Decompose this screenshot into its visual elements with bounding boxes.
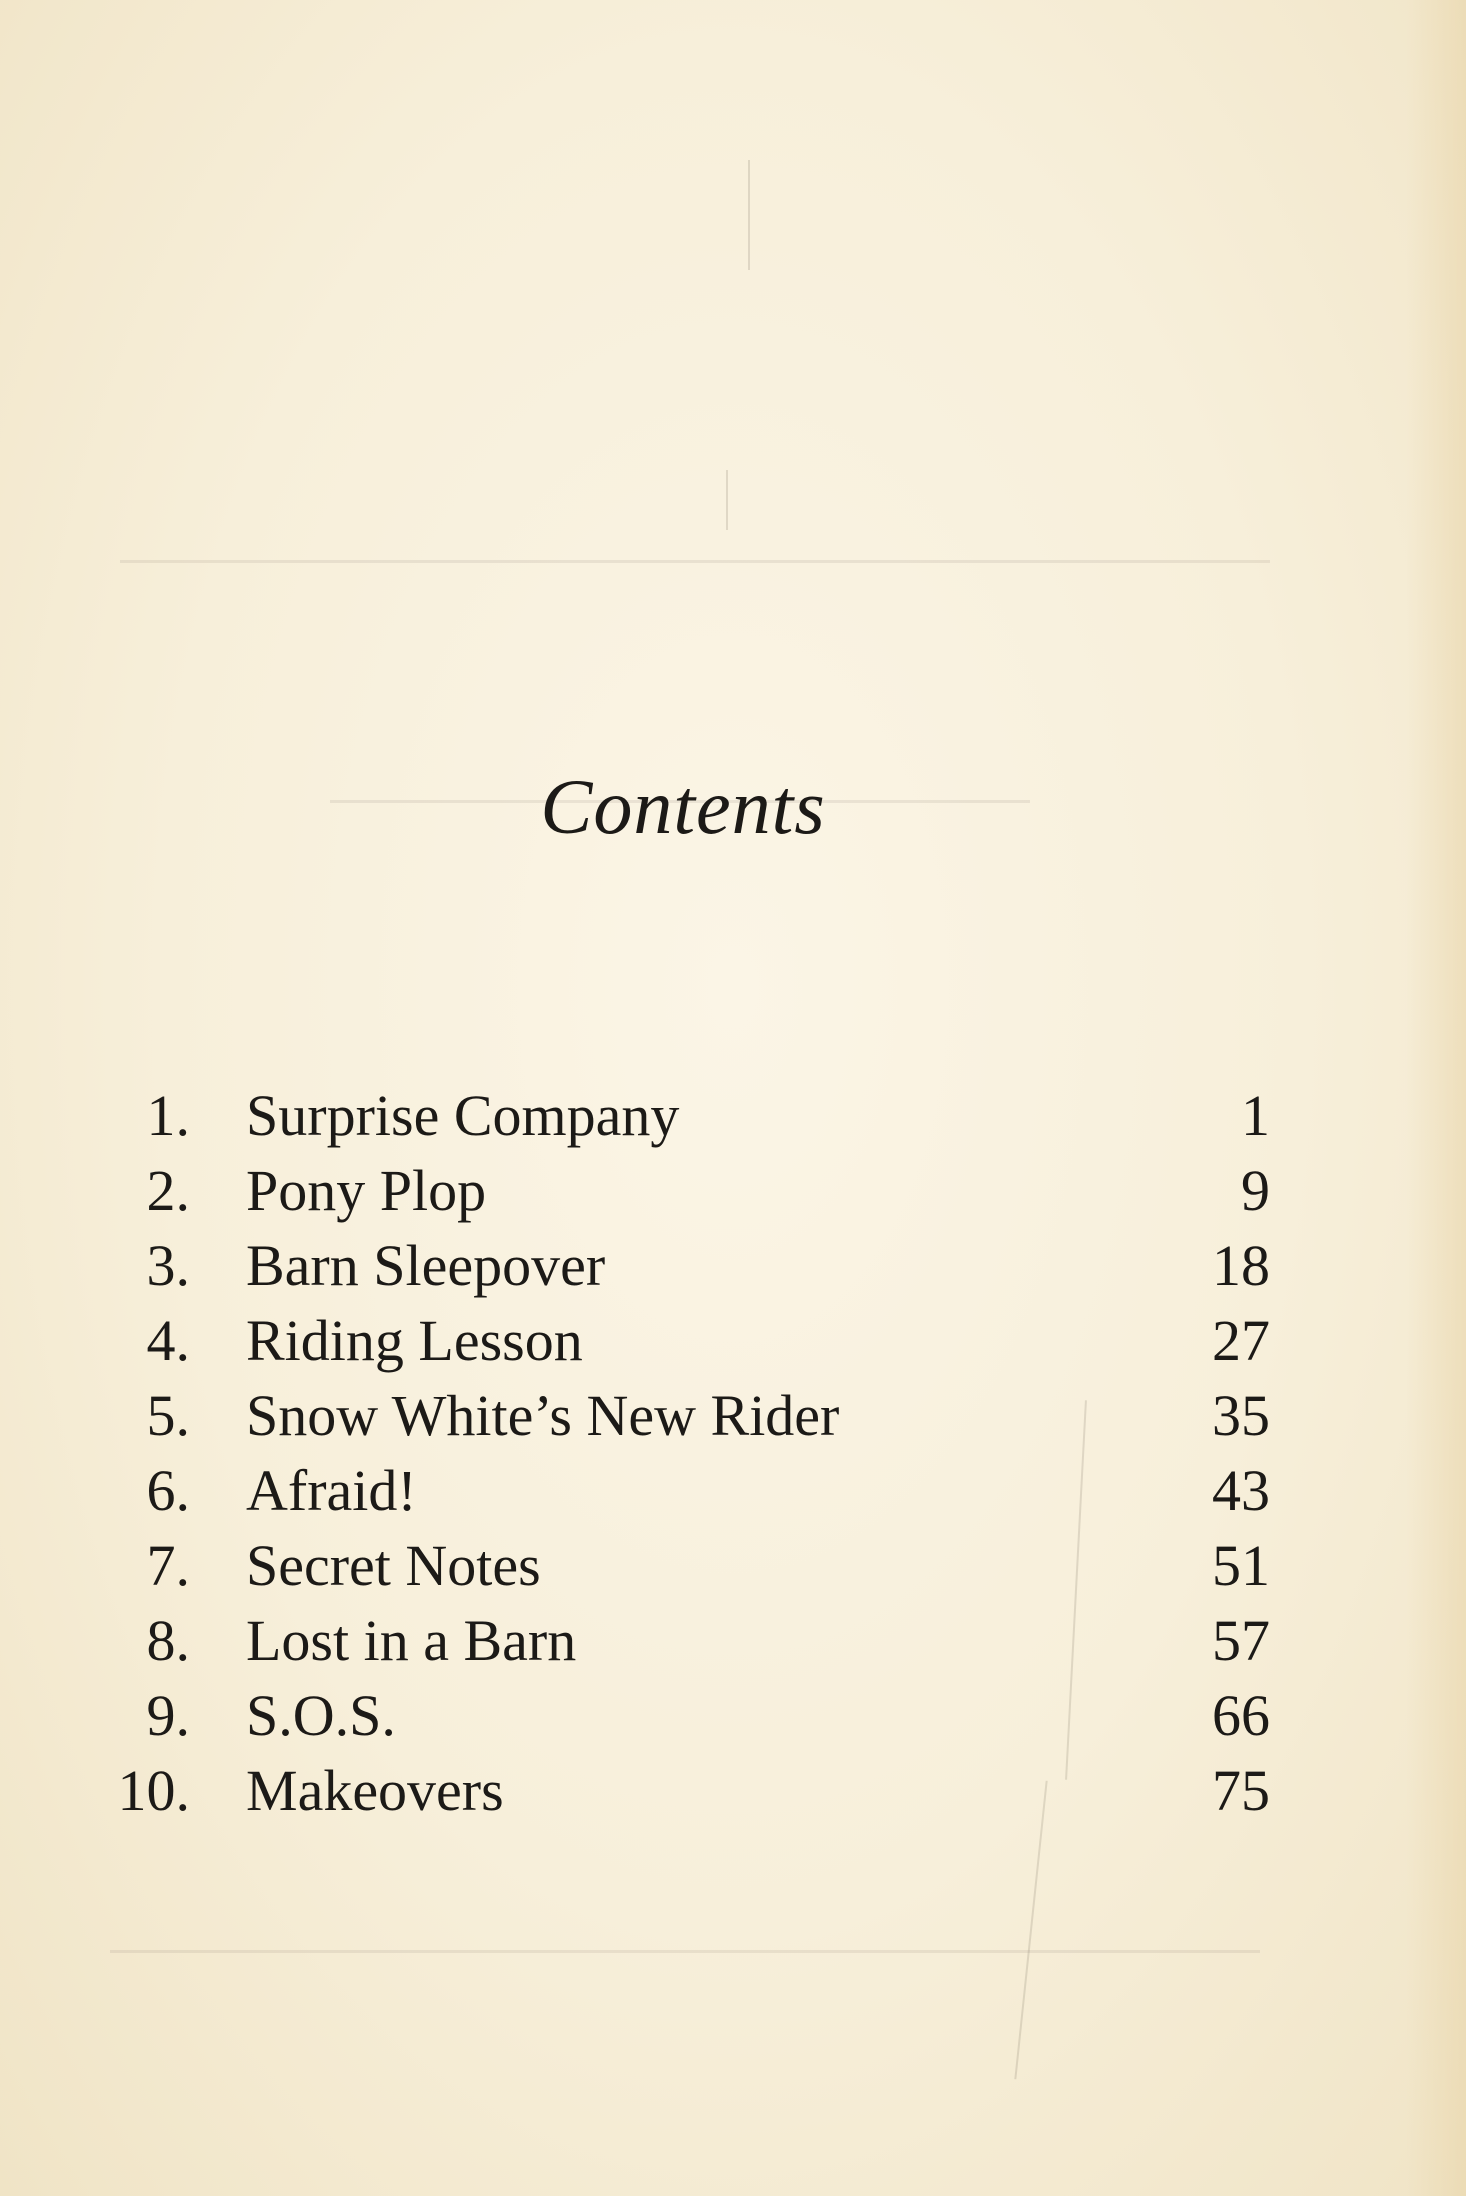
toc-entry[interactable]	[100, 1678, 1270, 1753]
chapter-number: 8.	[146, 1608, 190, 1673]
toc-entry[interactable]	[100, 1078, 1270, 1153]
page-edge-shading	[1406, 0, 1466, 2196]
page-number: 43	[1212, 1458, 1270, 1523]
page-number: 57	[1212, 1608, 1270, 1673]
table-of-contents	[100, 1078, 1270, 1828]
toc-entry[interactable]	[100, 1228, 1270, 1303]
chapter-title: Surprise Company	[246, 1083, 680, 1148]
chapter-title: Afraid!	[246, 1458, 417, 1523]
chapter-number: 1.	[146, 1083, 190, 1148]
page-number: 1	[1241, 1083, 1270, 1148]
chapter-number: 7.	[146, 1533, 190, 1598]
chapter-number: 4.	[146, 1308, 190, 1373]
chapter-number: 3.	[146, 1233, 190, 1298]
toc-entry[interactable]	[100, 1528, 1270, 1603]
chapter-title: Riding Lesson	[246, 1308, 583, 1373]
chapter-number: 5.	[146, 1383, 190, 1448]
page-number: 9	[1241, 1158, 1270, 1223]
chapter-title: Secret Notes	[246, 1533, 541, 1598]
page-number: 35	[1212, 1383, 1270, 1448]
chapter-number: 9.	[146, 1683, 190, 1748]
chapter-title: Lost in a Barn	[246, 1608, 577, 1673]
toc-entry[interactable]	[100, 1603, 1270, 1678]
show-through-line	[110, 1950, 1260, 1953]
toc-entry[interactable]	[100, 1153, 1270, 1228]
toc-entry[interactable]	[100, 1303, 1270, 1378]
chapter-number: 2.	[146, 1158, 190, 1223]
page-number: 27	[1212, 1308, 1270, 1373]
page-title: Contents	[540, 763, 826, 850]
show-through-line	[120, 560, 1270, 563]
chapter-title: Pony Plop	[246, 1158, 487, 1223]
paper-crease	[748, 160, 750, 270]
page-number: 51	[1212, 1533, 1270, 1598]
chapter-title: Barn Sleepover	[246, 1233, 606, 1298]
toc-entry[interactable]	[100, 1753, 1270, 1828]
chapter-number: 10.	[117, 1758, 190, 1823]
chapter-number: 6.	[146, 1458, 190, 1523]
toc-entry[interactable]	[100, 1453, 1270, 1528]
chapter-title: Snow White’s New Rider	[246, 1383, 840, 1448]
chapter-title: S.O.S.	[246, 1683, 396, 1748]
page-number: 75	[1212, 1758, 1270, 1823]
page-number: 18	[1212, 1233, 1270, 1298]
toc-entry[interactable]	[100, 1378, 1270, 1453]
chapter-title: Makeovers	[246, 1758, 504, 1823]
page-number: 66	[1212, 1683, 1270, 1748]
paper-crease	[726, 470, 728, 530]
